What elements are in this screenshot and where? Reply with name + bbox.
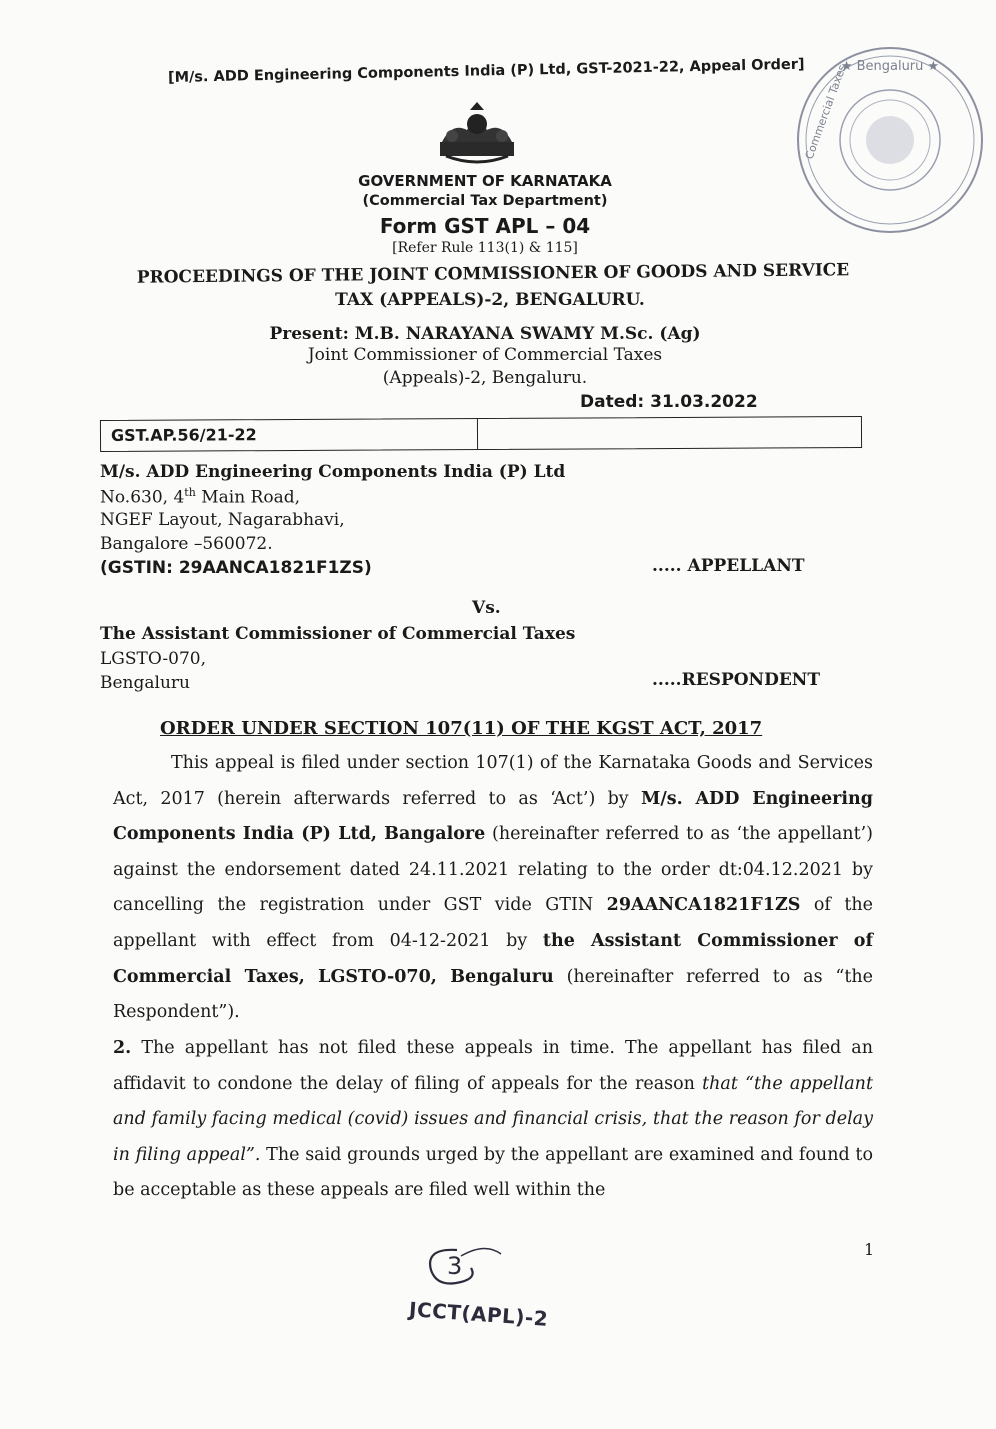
signature-initial: 3: [447, 1252, 463, 1280]
para1-appellant-name: M/s. ADD Engineering Components India (P) Ltd, Bangalore: [113, 788, 873, 845]
para2-text-1: The appellant has not filed these appeals in time. The appellant has filed an affidavit to condone the delay of filing of appeals for the reason: [113, 1038, 873, 1094]
document-header: [M/s. ADD Engineering Components India (P) Ltd, GST-2021-22, Appeal Order]: [167, 56, 805, 86]
respondent-label: .....RESPONDENT: [652, 670, 820, 690]
para1-gstin: 29AANCA1821F1ZS: [606, 895, 801, 916]
signature-block: [405, 1240, 585, 1350]
page-number: 1: [864, 1240, 875, 1259]
para2-text-2: The said grounds urged by the appellant are examined and found to be acceptable as these appeals are filed well within the: [113, 1144, 873, 1201]
signature-mark-icon: [405, 1240, 585, 1350]
jcct-stamp: JCCT(APL)-2: [408, 1297, 549, 1331]
respondent-address-line1: LGSTO-070,: [100, 649, 207, 669]
appellant-name: M/s. ADD Engineering Components India (P) Ltd: [100, 462, 566, 482]
para2-quoted-reason: that “the appellant and family facing medical (covid) issues and financial crisis, that the reason for delay in filing appeal”.: [113, 1073, 873, 1165]
case-number-cell: [101, 419, 478, 451]
rule-reference: [Refer Rule 113(1) & 115]: [392, 240, 578, 256]
case-number: GST.AP.56/21-22: [110, 425, 257, 445]
address-suffix: Main Road,: [195, 487, 301, 508]
proceedings-title-line2: TAX (APPEALS)-2, BENGALURU.: [335, 290, 645, 310]
paragraph-2: [113, 1031, 873, 1209]
paragraph-1: [113, 746, 873, 1031]
order-heading: ORDER UNDER SECTION 107(11) OF THE KGST ACT, 2017: [160, 718, 763, 739]
para2-number: 2.: [113, 1038, 132, 1058]
para1-text-1: This appeal is filed under section 107(1) of the Karnataka Goods and Services Act, 2017 (herein afterwards referred to as ‘Act’) by: [113, 753, 873, 809]
svg-text:Commercial Taxes: Commercial Taxes: [802, 62, 849, 162]
case-number-box: [100, 416, 862, 452]
respondent-address-line2: Bengaluru: [100, 673, 190, 693]
order-date: Dated: 31.03.2022: [580, 392, 758, 412]
address-prefix: No.630, 4: [100, 487, 185, 508]
para1-text-3: of the appellant with effect from 04-12-2021 by: [113, 895, 873, 951]
para1-text-4: (hereinafter referred to as “the Respondent”).: [113, 966, 873, 1023]
appellant-gstin: (GSTIN: 29AANCA1821F1ZS): [100, 558, 372, 578]
proceedings-title-line1: PROCEEDINGS OF THE JOINT COMMISSIONER OF GOODS AND SERVICE: [136, 260, 850, 288]
address-superscript: th: [184, 486, 196, 499]
svg-text:★ Bengaluru ★: ★ Bengaluru ★: [840, 59, 940, 74]
respondent-name: The Assistant Commissioner of Commercial Taxes: [100, 624, 576, 644]
appellant-address-line1: [100, 486, 300, 508]
appellant-address-line2: NGEF Layout, Nagarabhavi,: [100, 510, 345, 530]
appellant-address-line3: Bangalore –560072.: [100, 534, 273, 554]
government-title: GOVERNMENT OF KARNATAKA: [358, 172, 612, 190]
appellant-label: ..... APPELLANT: [652, 556, 805, 576]
versus: Vs.: [472, 598, 501, 618]
officer-designation-line1: Joint Commissioner of Commercial Taxes: [307, 345, 663, 365]
presiding-officer: Present: M.B. NARAYANA SWAMY M.Sc. (Ag): [269, 324, 701, 344]
officer-designation-line2: (Appeals)-2, Bengaluru.: [382, 368, 588, 388]
para1-text-2: (hereinafter referred to as ‘the appellant’) against the endorsement dated 24.11.2021 relating to the order dt:04.12.2021 by cancelling the registration under GST vide GTIN: [113, 824, 873, 916]
state-emblem-icon: [432, 102, 522, 168]
official-seal-icon: [790, 40, 990, 240]
department-title: (Commercial Tax Department): [362, 193, 608, 209]
para1-respondent: the Assistant Commissioner of Commercial Taxes, LGSTO-070, Bengaluru: [113, 930, 873, 987]
form-title: Form GST APL – 04: [379, 214, 591, 238]
